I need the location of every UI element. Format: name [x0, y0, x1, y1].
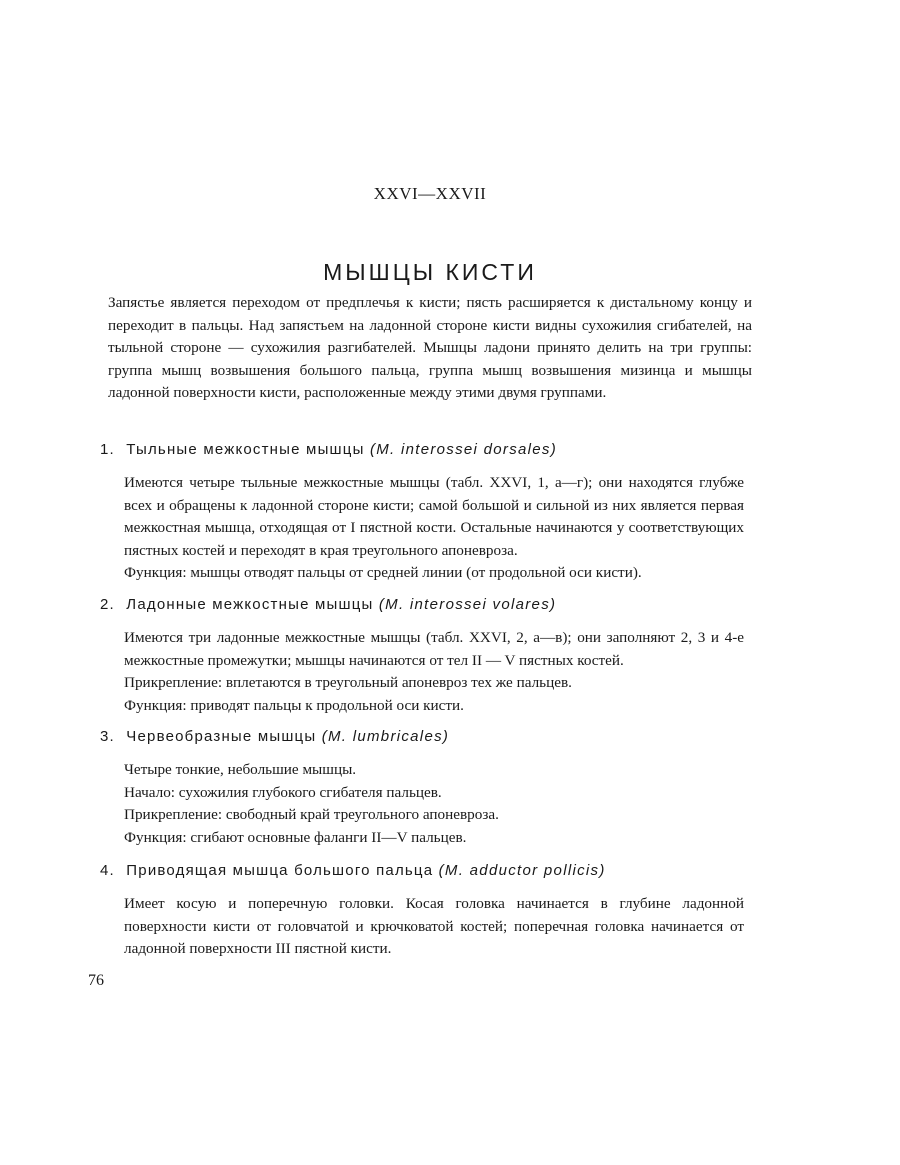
- section-title: Тыльные межкостные мышцы: [126, 441, 365, 458]
- paragraph: Имеются четыре тыльные межкостные мышцы (табл. XXVI, 1, а—г); они находятся глубже всех и обращены к ладонной стороне кисти; самой большой и сильной из них является первая межкостная мышца, отходящая от I пястной кости. Остальные начинаются у соответствующих пястных костей и переходят в края треугольного апоневроза.: [124, 474, 744, 559]
- paragraph: Функция: сгибают основные фаланги II—V пальцев.: [124, 828, 467, 846]
- section-number: 3.: [100, 728, 115, 745]
- section-body: [124, 627, 744, 717]
- section-title: Приводящая мышца большого пальца: [126, 862, 434, 879]
- chapter-title: МЫШЦЫ КИСТИ: [323, 259, 537, 286]
- intro-paragraph: Запястье является переходом от предплечья к кисти; пясть расширяется к дистальному концу и переходит в пальцы. Над запястьем на ладонной стороне кисти видны сухожилия сгибателей, на тыльной стороне — сухожилия разгибателей. Мышцы ладони принято делить на три группы: группа мышц возвышения большого пальца, группа мышц возвышения мизинца и мышцы ладонной поверхности кисти, расположенные между этими двумя группами.: [108, 294, 752, 401]
- section-latin-name: (M. interossei volares): [378, 596, 557, 613]
- section-heading: [100, 441, 760, 458]
- section-title: Ладонные межкостные мышцы: [126, 596, 374, 613]
- section-body: [124, 893, 744, 961]
- section-volar-interossei: [100, 596, 760, 717]
- section-body: [124, 759, 744, 849]
- page-number: 76: [88, 972, 104, 989]
- paragraph: Прикрепление: вплетаются в треугольный апоневроз тех же пальцев.: [124, 674, 572, 691]
- paragraph: Имеются три ладонные межкостные мышцы (табл. XXVI, 2, а—в); они заполняют 2, 3 и 4-е межкостные промежутки; мышцы начинаются от тел II — V пястных костей.: [124, 629, 744, 669]
- section-heading: [100, 596, 760, 613]
- paragraph: Четыре тонкие, небольшие мышцы.: [124, 761, 357, 778]
- section-heading: [100, 728, 760, 745]
- section-latin-name: (M. adductor pollicis): [438, 862, 606, 879]
- section-latin-name: (M. interossei dorsales): [369, 441, 558, 458]
- paragraph: Функция: мышцы отводят пальцы от средней линии (от продольной оси кисти).: [124, 564, 642, 581]
- chapter-roman-numerals: XXVI—XXVII: [373, 184, 487, 203]
- section-title: Червеобразные мышцы: [126, 728, 317, 745]
- section-number: 2.: [100, 596, 115, 613]
- paragraph: Функция: приводят пальцы к продольной оси кисти.: [124, 696, 464, 714]
- section-number: 4.: [100, 862, 115, 879]
- section-heading: [100, 862, 760, 879]
- section-latin-name: (M. lumbricales): [321, 728, 450, 745]
- paragraph: Имеет косую и поперечную головки. Косая головка начинается в глубине ладонной поверхности кисти от головчатой и крючковатой костей; поперечная головка начинается от ладонной поверхности III пястной кисти.: [124, 895, 744, 957]
- section-lumbricales: [100, 728, 760, 849]
- section-number: 1.: [100, 441, 115, 458]
- section-body: [124, 472, 744, 585]
- paragraph: Начало: сухожилия глубокого сгибателя пальцев.: [124, 783, 442, 801]
- section-adductor-pollicis: [100, 862, 760, 961]
- paragraph: Прикрепление: свободный край треугольного апоневроза.: [124, 806, 499, 823]
- section-dorsal-interossei: [100, 441, 760, 585]
